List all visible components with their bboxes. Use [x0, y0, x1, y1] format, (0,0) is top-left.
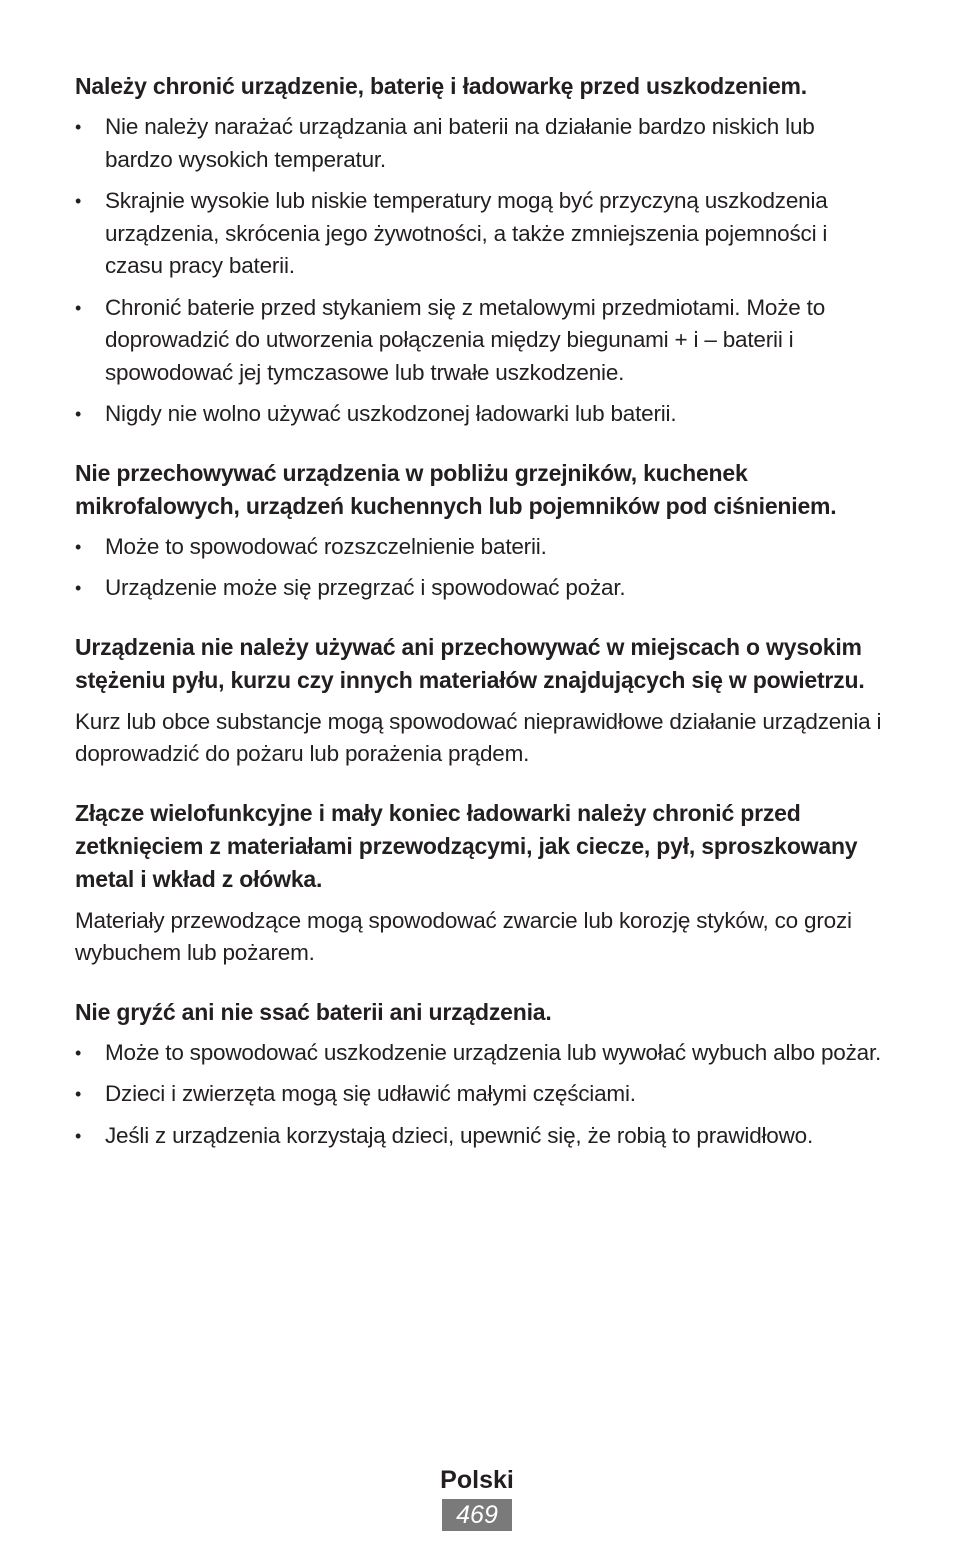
section-biting — [75, 996, 885, 1153]
bullet-text: Chronić baterie przed stykaniem się z metalowymi przedmiotami. Może to doprowadzić do utworzenia połączenia między biegunami + i – baterii i spowodować jej tymczasowe lub trwałe uszkodzenie. — [105, 294, 826, 385]
bullet-icon: • — [75, 117, 82, 137]
bullet-item — [75, 398, 885, 431]
section-device-protection — [75, 70, 885, 431]
bullet-item — [75, 1037, 885, 1070]
bullet-text: Może to spowodować uszkodzenie urządzenia lub wywołać wybuch albo pożar. — [105, 1039, 882, 1065]
bullet-icon: • — [75, 191, 82, 211]
bullet-icon: • — [75, 297, 82, 318]
bullet-icon: • — [75, 1042, 82, 1063]
bullet-item — [75, 531, 885, 564]
bullet-text: Nie należy narażać urządzania ani baterii na działanie bardzo niskich lub bardzo wysokich temperatur. — [105, 114, 815, 172]
bullet-text: Może to spowodować rozszczelnienie baterii. — [105, 533, 547, 559]
section-connector — [75, 797, 885, 970]
section-heading: Nie przechowywać urządzenia w pobliżu grzejników, kuchenek mikrofalowych, urządzeń kuchennych lub pojemników pod ciśnieniem. — [75, 459, 837, 519]
bullet-item — [75, 1120, 885, 1153]
bullet-item — [75, 292, 885, 390]
bullet-list — [75, 111, 885, 431]
section-dust — [75, 631, 885, 771]
section-paragraph: Materiały przewodzące mogą spowodować zwarcie lub korozję styków, co grozi wybuchem lub pożarem. — [75, 907, 852, 965]
bullet-icon: • — [75, 536, 82, 557]
bullet-item — [75, 111, 885, 176]
page-footer — [0, 1463, 954, 1531]
section-heading: Należy chronić urządzenie, baterię i ładowarkę przed uszkodzeniem. — [75, 73, 807, 99]
section-heading: Złącze wielofunkcyjne i mały koniec ładowarki należy chronić przed zetknięciem z materiałami przewodzącymi, jak ciecze, pył, sproszkowany metal i wkład z ołówka. — [75, 799, 858, 892]
section-heading: Urządzenia nie należy używać ani przechowywać w miejscach o wysokim stężeniu pyłu, kurzu czy innych materiałów znajdujących się w powietrzu. — [75, 633, 865, 693]
bullet-text: Skrajnie wysokie lub niskie temperatury mogą być przyczyną uszkodzenia urządzenia, skrócenia jego żywotności, a także zmniejszenia pojemności i czasu pracy baterii. — [105, 188, 828, 278]
section-heat-sources — [75, 457, 885, 605]
bullet-item — [75, 1078, 885, 1111]
bullet-text: Jeśli z urządzenia korzystają dzieci, upewnić się, że robią to prawidłowo. — [105, 1122, 814, 1148]
section-paragraph: Kurz lub obce substancje mogą spowodować nieprawidłowe działanie urządzenia i doprowadzić do pożaru lub porażenia prądem. — [75, 708, 882, 766]
footer-language: Polski — [440, 1466, 514, 1494]
section-heading: Nie gryźć ani nie ssać baterii ani urządzenia. — [75, 998, 552, 1025]
bullet-list — [75, 1037, 885, 1153]
bullet-icon: • — [75, 1084, 82, 1104]
bullet-list — [75, 531, 885, 605]
bullet-text: Dzieci i zwierzęta mogą się udławić małymi częściami. — [105, 1081, 636, 1106]
page-number-badge: 469 — [442, 1499, 512, 1531]
bullet-item — [75, 185, 885, 283]
bullet-item — [75, 572, 885, 605]
bullet-icon: • — [75, 578, 82, 598]
document-body — [75, 70, 885, 1178]
bullet-icon: • — [75, 1125, 82, 1146]
bullet-text: Nigdy nie wolno używać uszkodzonej ładowarki lub baterii. — [105, 401, 677, 426]
bullet-icon: • — [75, 404, 82, 424]
bullet-text: Urządzenie może się przegrzać i spowodować pożar. — [105, 575, 626, 600]
